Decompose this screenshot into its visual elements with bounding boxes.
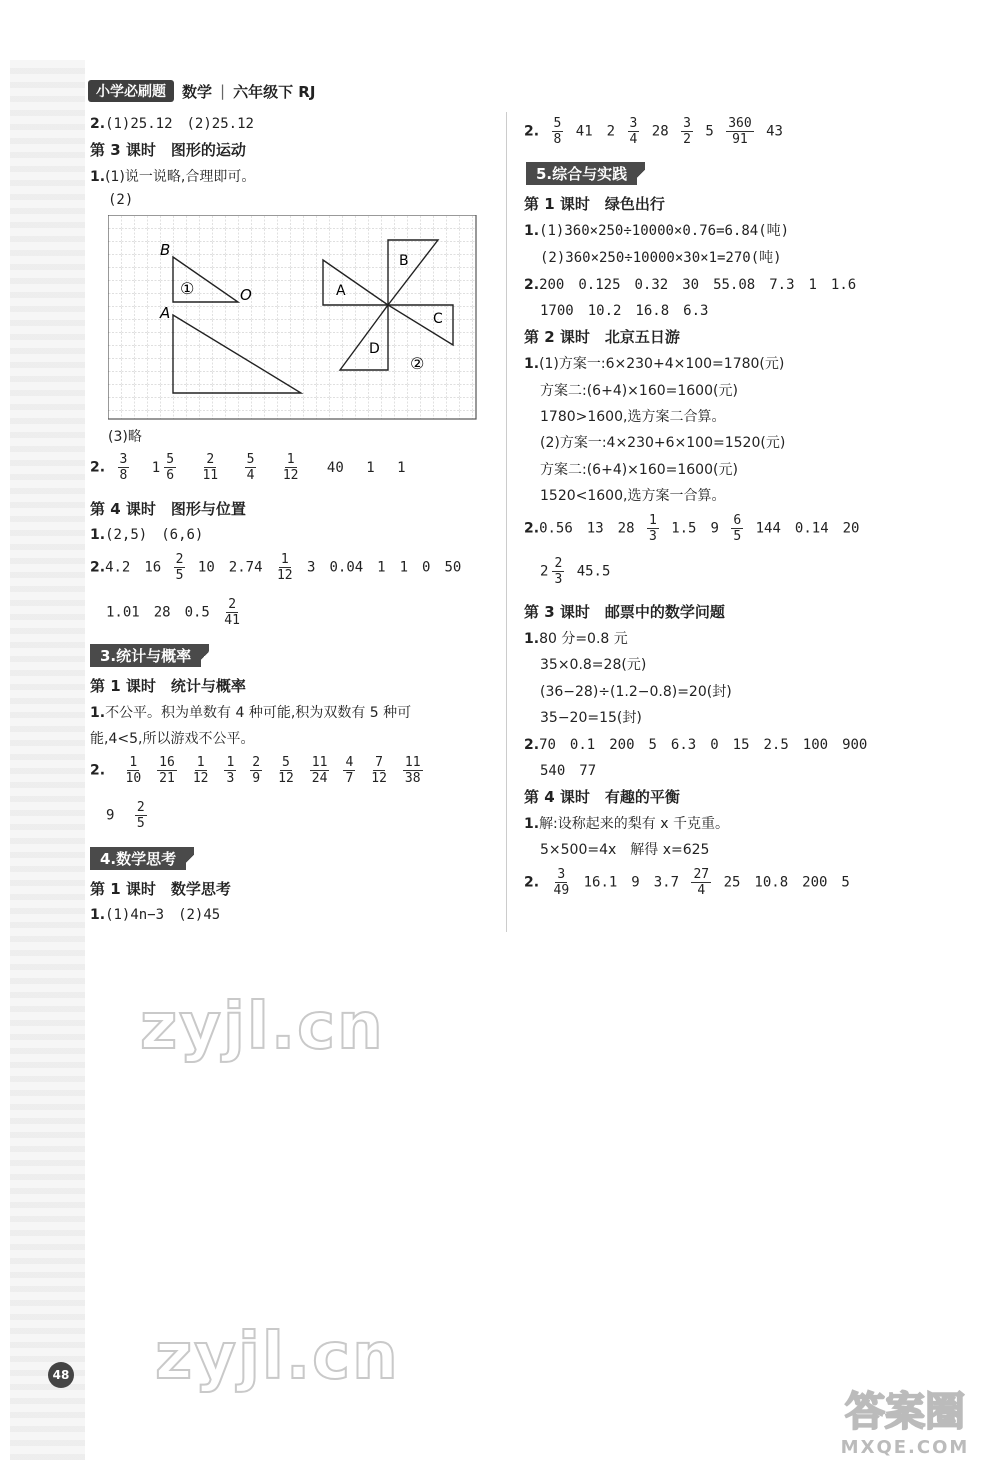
transformation-grid-diagram (108, 215, 478, 421)
green-q1-line1: 1.(1)360×250÷10000×0.76=6.84(吨) (524, 223, 790, 239)
label-shape-d: D (369, 341, 380, 357)
stamp-q2-line1: 2.70 0.1 200 5 6.3 0 15 2.5 100 900 (524, 737, 868, 753)
section-4-header: 4.数学思考 (90, 847, 186, 870)
lesson-3-title: 第 3 课时 图形的运动 (90, 141, 246, 159)
balance-line2: 5×500=4x 解得 x=625 (540, 842, 710, 858)
logo-url: MXQE.COM (840, 1437, 970, 1458)
grade-label: 六年级下 RJ (233, 82, 316, 101)
section-3-header: 3.统计与概率 (90, 644, 201, 667)
lesson-4-q1: 1.(2,5) (6,6) (90, 527, 204, 543)
lesson-4-q2-row2: 1.01 28 0.5 $\frac{2}{41}$ (106, 597, 240, 628)
beijing-line2: 方案二:(6+4)×160=1600(元) (540, 383, 738, 399)
beijing-line6: 1520<1600,选方案一合算。 (540, 488, 726, 504)
section-5-lesson-4-title: 第 4 课时 有趣的平衡 (524, 788, 680, 806)
fraction-3: $\frac{1}{3}$ (226, 755, 235, 786)
lesson-3-q1: 1.(1)说一说略,合理即可。 (90, 169, 256, 185)
section-3-q1-line1: 1.不公平。积为单数有 4 种可能,积为双数有 5 种可 (90, 705, 412, 721)
section-3-lesson-1-title: 第 1 课时 统计与概率 (90, 677, 246, 695)
brand-label: 小学必刷题 (88, 80, 174, 102)
stamp-line4: 35−20=15(封) (540, 710, 642, 726)
stamp-q2-line2: 540 77 (540, 763, 597, 779)
section-5-lesson-1-title: 第 1 课时 绿色出行 (524, 195, 665, 213)
green-q2-line2: 1700 10.2 16.8 6.3 (540, 303, 709, 319)
fraction-4: $\frac{2}{9}$ (252, 755, 261, 786)
fraction-5: $\frac{5}{12}$ (278, 755, 294, 786)
section-5-header: 5.综合与实践 (526, 162, 637, 185)
section-5-lesson-2-title: 第 2 课时 北京五日游 (524, 328, 680, 346)
label-o: O (240, 286, 252, 304)
label-shape-c: C (433, 311, 443, 327)
section-4-q1: 1.(1)4n−3 (2)45 (90, 907, 221, 923)
stamp-line1: 1.80 分=0.8 元 (524, 631, 628, 647)
lesson-4-q2-row1: 2.4.2 16 $\frac{2}{5}$ 10 2.74 $\frac{1}{12}$ 3 0.04 1 1 0 50 (90, 552, 462, 583)
watermark-top: zyjl.cn (140, 990, 385, 1064)
fraction-0: $\frac{1}{10}$ (125, 755, 142, 786)
prev-answer-2: 2.(1)25.12 (2)25.12 (90, 116, 254, 132)
column-divider (506, 112, 507, 932)
page-header (88, 80, 315, 102)
subject-label: 数学 (182, 82, 213, 101)
balance-q2: 2. $\frac{3}{49}$ 16.1 9 3.7 $\frac{27}{4}$ 25 10.8 200 5 (524, 867, 850, 898)
site-logo (820, 1380, 990, 1460)
beijing-line4: (2)方案一:4×230+6×100=1520(元) (540, 435, 786, 451)
fraction-7: $\frac{4}{7}$ (345, 755, 354, 786)
beijing-line1: 1.(1)方案一:6×230+4×100=1780(元) (524, 356, 785, 372)
fraction-9: $\frac{11}{38}$ (404, 755, 421, 786)
header-separator: | (220, 82, 226, 100)
label-shape-b: B (399, 253, 409, 269)
section-5-lesson-3-title: 第 3 课时 邮票中的数学问题 (524, 603, 725, 621)
label-shape-a: A (336, 283, 346, 299)
label-circle-1: ① (180, 279, 195, 298)
lesson-3-q2: 2. $\frac{3}{8}$ 1 $\frac{5}{6}$ $\frac{2}{11}$ $\frac{5}{4}$ $\frac{1}{12}$ 40 1 1 (90, 452, 406, 483)
stamp-line3: (36−28)÷(1.2−0.8)=20(封) (540, 684, 732, 700)
section-3-q2-row1: 2. $\frac{1}{10}$ $\frac{16}{21}$ $\frac{1}{12}$ $\frac{1}{3}$ $\frac{2}{9}$ $\frac{5}{12}$ $\frac{11}{24}$ $\frac{4}{7}$ $\frac{7}{12}$ $\frac{11}{38}$ (90, 755, 421, 786)
watermark-bottom: zyjl.cn (155, 1320, 400, 1394)
logo-text: 答案圈 (845, 1389, 965, 1435)
beijing-line3: 1780>1600,选方案二合算。 (540, 409, 726, 425)
fraction-1: $\frac{16}{21}$ (159, 755, 175, 786)
section-4-lesson-1-title: 第 1 课时 数学思考 (90, 880, 231, 898)
green-q1-line2: (2)360×250÷10000×30×1=270(吨) (540, 250, 782, 266)
stamp-line2: 35×0.8=28(元) (540, 657, 647, 673)
fraction-2: $\frac{1}{12}$ (192, 755, 209, 786)
lesson-3-q1-part2: (2) (108, 192, 134, 208)
label-circle-2: ② (410, 354, 425, 373)
page-number: 48 (48, 1362, 74, 1388)
lesson-4-title: 第 4 课时 图形与位置 (90, 500, 246, 518)
beijing-q2-row2: 2 $\frac{2}{3}$ 45.5 (540, 556, 611, 587)
beijing-line5: 方案二:(6+4)×160=1600(元) (540, 462, 738, 478)
section-3-q2-row2: 9 $\frac{2}{5}$ (106, 800, 145, 831)
label-a: A (160, 304, 171, 322)
balance-line1: 1.解:设称起来的梨有 x 千克重。 (524, 816, 729, 832)
label-b: B (160, 241, 171, 259)
right-q2-fractions: 2. $\frac{5}{8}$ 41 2 $\frac{3}{4}$ 28 $\frac{3}{2}$ 5 $\frac{360}{91}$ 43 (524, 116, 783, 147)
lesson-3-q1-part3: (3)略 (108, 429, 142, 445)
beijing-q2-row1: 2.0.56 13 28 $\frac{1}{3}$ 1.5 9 $\frac{6}{5}$ 144 0.14 20 (524, 513, 860, 544)
green-q2-line1: 2.200 0.125 0.32 30 55.08 7.3 1 1.6 (524, 277, 857, 293)
section-3-q1-line2: 能,4<5,所以游戏不公平。 (90, 731, 255, 747)
decorative-strip (10, 60, 85, 1460)
fraction-6: $\frac{11}{24}$ (311, 755, 328, 786)
fraction-8: $\frac{7}{12}$ (371, 755, 387, 786)
